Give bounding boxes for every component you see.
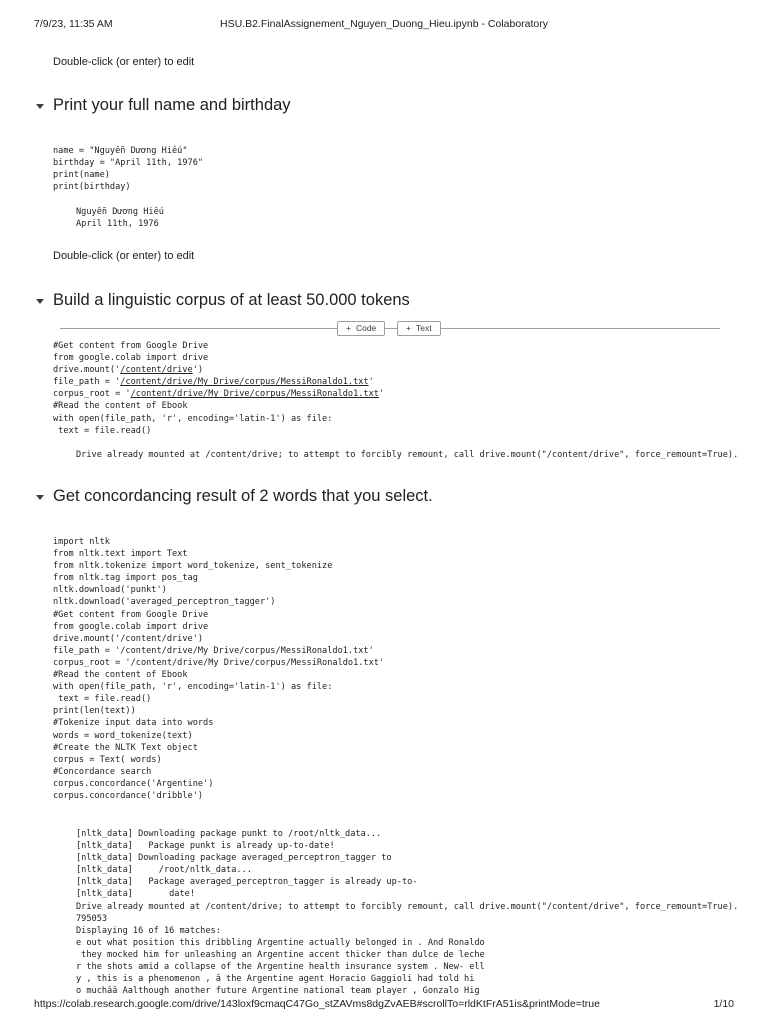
- section-heading-concordance[interactable]: [36, 487, 433, 506]
- insert-cell-toolbar: [60, 321, 720, 335]
- plus-icon: +: [346, 323, 351, 333]
- page-number: 1/10: [713, 998, 734, 1010]
- insert-divider-line: [60, 328, 720, 329]
- section-heading-name-birthday[interactable]: [36, 96, 291, 115]
- section-heading-text: Build a linguistic corpus of at least 50.000 tokens: [53, 291, 410, 309]
- edit-hint-text[interactable]: Double-click (or enter) to edit: [53, 250, 195, 262]
- plus-icon: +: [406, 323, 411, 333]
- output-concordance: [nltk_data] Downloading package punkt to /root/nltk_data... [nltk_data] Package punkt is already up-to-date! [nltk_data] Downloading package averaged_perceptron_tagger to [nltk_data] /root/nltk_data... [nltk_data] Package averaged_perceptron_tagger is already up-to- [nltk_data] date! Drive already mounted at /content/drive; to attempt to forcibly remount, call drive.mount("/content/drive", force_remount=True). 795053 Displaying 16 of 16 matches: e out what position this dribbling Argentine actually belonged in . And Ronaldo they mocked him for unleashing an Argentine accent thicker than dulce de leche r the shots amid a collapse of the Argentine health insurance system . New- ell y , this is a phenomenon , â the Argentine agent Horacio Gaggioli had told hi o muchââ Aalthough another future Argentine national team player , Gonzalo Hig: [76, 829, 739, 997]
- code-cell-concordance[interactable]: import nltk from nltk.text import Text from nltk.tokenize import word_tokenize, sent_tokenize from nltk.tag import pos_tag nltk.download('punkt') nltk.download('averaged_perceptron_tagger') #Get content from Google Drive from google.colab import drive drive.mount('/content/drive') file_path = '/content/drive/My Drive/corpus/MessiRonaldo1.txt' corpus_root = '/content/drive/My Drive/corpus/MessiRonaldo1.txt' #Read the content of Ebook with open(file_path, 'r', encoding='latin-1') as file: text = file.read() print(len(text)) #Tokenize input data into words words = word_tokenize(text) #Create the NLTK Text object corpus = Text( words) #Concordance search corpus.concordance('Argentine') corpus.concordance('dribble'): [53, 537, 385, 801]
- code-cell-name-birthday[interactable]: name = "Nguyễn Dương Hiếu" birthday = "April 11th, 1976" print(name) print(birthday): [53, 146, 204, 193]
- collapse-caret-icon[interactable]: [36, 299, 44, 304]
- print-footer: [34, 998, 734, 1012]
- print-date: 7/9/23, 11:35 AM: [34, 18, 113, 30]
- code-cell-mount-drive[interactable]: #Get content from Google Drive from google.colab import drive drive.mount('/content/drive') file_path = '/content/drive/My Drive/corpus/MessiRonaldo1.txt' corpus_root = '/content/drive/My Drive/corpus/MessiRonaldo1.txt' #Read the content of Ebook with open(file_path, 'r', encoding='latin-1') as file: text = file.read(): [53, 341, 385, 436]
- section-heading-text: Print your full name and birthday: [53, 96, 291, 114]
- edit-hint-text[interactable]: Double-click (or enter) to edit: [53, 56, 195, 68]
- output-mount-drive: Drive already mounted at /content/drive; to attempt to forcibly remount, call drive.mount("/content/drive", force_remount=True).: [76, 450, 739, 460]
- collapse-caret-icon[interactable]: [36, 104, 44, 109]
- page-url: https://colab.research.google.com/drive/143loxf9cmaqC47Go_stZAVms8dgZvAEB#scrollTo=rldKtFrA51is&printMode=true: [34, 998, 600, 1010]
- notebook-title: HSU.B2.FinalAssignement_Nguyen_Duong_Hieu.ipynb - Colaboratory: [219, 18, 548, 30]
- section-heading-corpus[interactable]: [36, 291, 410, 310]
- section-heading-text: Get concordancing result of 2 words that you select.: [53, 487, 433, 505]
- add-code-cell-button[interactable]: + Code: [337, 321, 385, 336]
- collapse-caret-icon[interactable]: [36, 495, 44, 500]
- output-name-birthday: Nguyễn Dương Hiếu April 11th, 1976: [76, 207, 164, 230]
- print-header: [34, 18, 734, 32]
- add-text-cell-button[interactable]: + Text: [397, 321, 441, 336]
